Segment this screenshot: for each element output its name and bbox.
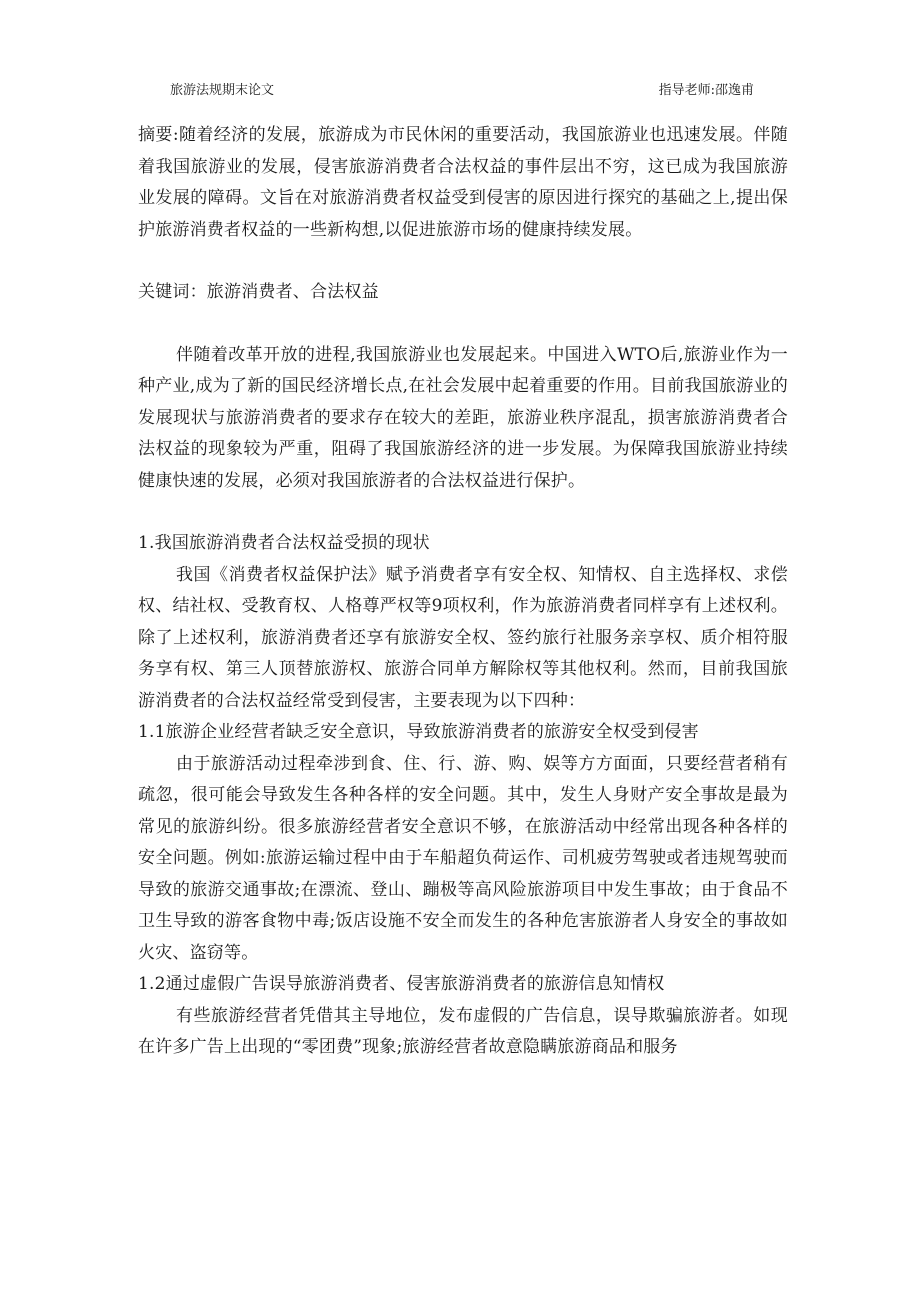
spacer bbox=[138, 497, 788, 528]
document-body bbox=[138, 120, 788, 1064]
section-1-1-paragraph: 由于旅游活动过程牵涉到食、住、行、游、购、娱等方方面面，只要经营者稍有疏忽，很可能会导致发生各种各样的安全问题。其中，发生人身财产安全事故是最为常见的旅游纠纷。很多旅游经营者安全意识不够，在旅游活动中经常出现各种各样的安全问题。例如:旅游运输过程中由于车船超负荷运作、司机疲劳驾驶或者违规驾驶而导致的旅游交通事故;在漂流、登山、蹦极等高风险旅游项目中发生事故；由于食品不卫生导致的游客食物中毒;饭店设施不安全而发生的各种危害旅游者人身安全的事故如火灾、盗窃等。 bbox=[138, 753, 788, 963]
section-1-2-heading: 1.2通过虚假广告误导旅游消费者、侵害旅游消费者的旅游信息知情权 bbox=[138, 974, 665, 994]
header-course-title: 旅游法规期末论文 bbox=[170, 83, 275, 98]
spacer bbox=[138, 246, 788, 277]
section-1-2-paragraph: 有些旅游经营者凭借其主导地位，发布虚假的广告信息，误导欺骗旅游者。如现在许多广告上出现的“零团费”现象;旅游经营者故意隐瞒旅游商品和服务 bbox=[138, 1005, 788, 1057]
section-1-heading: 1.我国旅游消费者合法权益受损的现状 bbox=[138, 533, 430, 553]
section-1-1-heading: 1.1旅游企业经营者缺乏安全意识，导致旅游消费者的旅游安全权受到侵害 bbox=[138, 722, 699, 742]
header-advisor: 指导老师:邵逸甫 bbox=[658, 83, 754, 98]
abstract-paragraph: 摘要:随着经济的发展，旅游成为市民休闲的重要活动，我国旅游业也迅速发展。伴随着我国旅游业的发展，侵害旅游消费者合法权益的事件层出不穷，这已成为我国旅游业发展的障碍。文旨在对旅游消费者权益受到侵害的原因进行探究的基础之上,提出保护旅游消费者权益的一些新构想,以促进旅游市场的健康持续发展。 bbox=[138, 125, 788, 240]
intro-paragraph: 伴随着改革开放的进程,我国旅游业也发展起来。中国进入WTO后,旅游业作为一种产业,成为了新的国民经济增长点,在社会发展中起着重要的作用。目前我国旅游业的发展现状与旅游消费者的要求存在较大的差距，旅游业秩序混乱，损害旅游消费者合法权益的现象较为严重，阻碍了我国旅游经济的进一步发展。为保障我国旅游业持续健康快速的发展，必须对我国旅游者的合法权益进行保护。 bbox=[138, 344, 788, 491]
spacer bbox=[138, 309, 788, 340]
keywords-line: 关键词：旅游消费者、合法权益 bbox=[138, 282, 379, 302]
section-1-paragraph: 我国《消费者权益保护法》赋予消费者享有安全权、知情权、自主选择权、求偿权、结社权、受教育权、人格尊严权等9项权利，作为旅游消费者同样享有上述权利。除了上述权利，旅游消费者还享有旅游安全权、签约旅行社服务亲享权、质介相符服务享有权、第三人顶替旅游权、旅游合同单方解除权等其他权利。然而，目前我国旅游消费者的合法权益经常受到侵害，主要表现为以下四种： bbox=[138, 564, 788, 711]
